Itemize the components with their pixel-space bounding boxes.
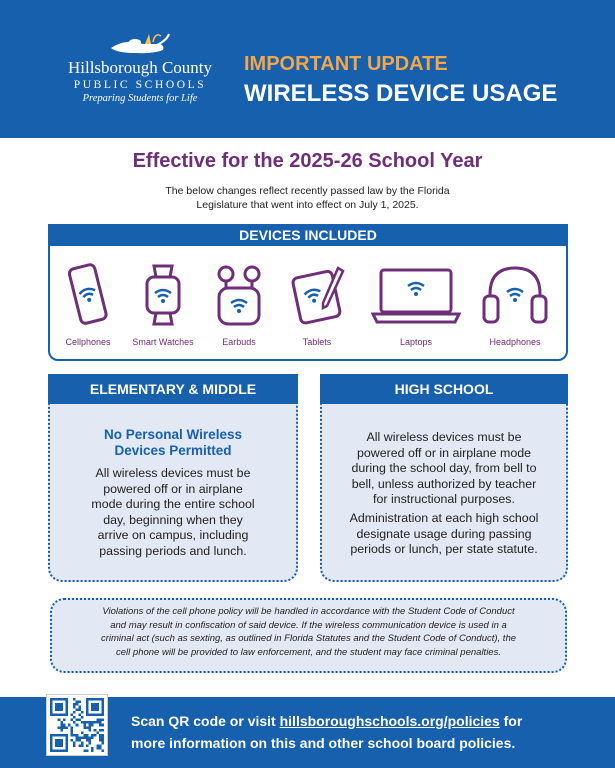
device-label: Tablets [302,337,332,347]
intro-text [130,184,485,212]
text-line: powered off or in airplane mode [356,445,532,460]
notice-line: Violations of the cell phone policy will be handled in accordance with the Student Code of Conduct [102,606,515,617]
device-tablets [277,262,357,347]
text-line: All wireless devices must be [366,430,522,444]
device-label: Laptops [399,337,433,347]
footer-prefix: Scan QR code or visit [131,713,280,729]
device-earbuds [199,262,279,347]
devices-heading: DEVICES INCLUDED [48,224,568,246]
text-line: periods or lunch, per state statute. [350,542,538,556]
intro-line: Legislature that went into effect on July 1, 2025. [196,199,419,211]
text-line: day, beginning when they [103,512,243,527]
laptop-icon [371,262,461,328]
policies-link[interactable]: hillsboroughschools.org/policies [279,713,500,729]
logo-subname: PUBLIC SCHOOLS [73,79,207,91]
text-line: during the school day, from bell to [351,461,537,475]
text-line: designate usage during passing [356,526,532,541]
footer-line [131,710,591,732]
text-line: passing periods and lunch. [99,543,247,558]
smartwatch-icon [133,262,193,328]
footer-text [131,710,591,754]
text-line: Administration at each high school [349,511,539,525]
notice-line: and may result in confiscation of said device. If the wireless communication device is used in a [110,619,507,631]
text-line: for instructional purposes. [373,492,515,506]
subtitle-line: No Personal Wireless [104,427,242,442]
footer-line: more information on this and other school board policies. [131,735,516,751]
device-label: Earbuds [222,337,256,347]
footer-suffix: for [499,713,523,729]
text-line: powered off or in airplane [103,481,243,496]
high-school-text [326,430,562,508]
device-headphones [475,262,555,347]
text-line: arrive on campus, including [97,528,249,542]
effective-title: Effective for the 2025-26 School Year [132,150,483,172]
device-label: Smart Watches [132,337,194,347]
device-cellphones [48,262,128,347]
qr-code-icon [50,698,104,752]
notice-line: cell phone will be provided to law enforcement, and the student may face criminal penalties. [116,646,501,658]
header-banner [0,0,615,138]
device-laptops [371,262,461,347]
tablet-icon [287,262,347,328]
headphones-icon [480,262,550,328]
elementary-subtitle [56,427,290,459]
device-label: Cellphones [65,337,111,347]
lamp-of-learning-icon [105,30,175,56]
elementary-text [56,466,290,559]
device-smart-watches [123,262,203,347]
subtitle-line: Devices Permitted [114,443,232,458]
qr-code[interactable] [46,694,108,756]
elementary-middle-heading: ELEMENTARY & MIDDLE [48,374,298,404]
violations-notice [50,598,567,673]
text-line: mode during the entire school [91,497,255,511]
district-logo [50,30,230,120]
devices-included-box [48,224,568,361]
earbuds-icon [209,262,269,328]
notice-line: criminal act (such as sexting, as outlined in Florida Statutes and the Student Code of Conduct), the [100,633,517,644]
high-school-text-2 [326,511,562,558]
text-line: All wireless devices must be [95,466,251,480]
cellphone-icon [58,262,118,328]
logo-tagline: Preparing Students for Life [82,93,198,104]
logo-name: Hillsborough County [67,58,213,77]
text-line: bell, unless authorized by teacher [351,476,537,491]
page-title: WIRELESS DEVICE USAGE [244,80,558,107]
important-update-label: IMPORTANT UPDATE [244,53,448,75]
high-school-heading: HIGH SCHOOL [320,374,568,404]
intro-line: The below changes reflect recently passed law by the Florida [165,185,450,197]
device-label: Headphones [489,337,541,347]
